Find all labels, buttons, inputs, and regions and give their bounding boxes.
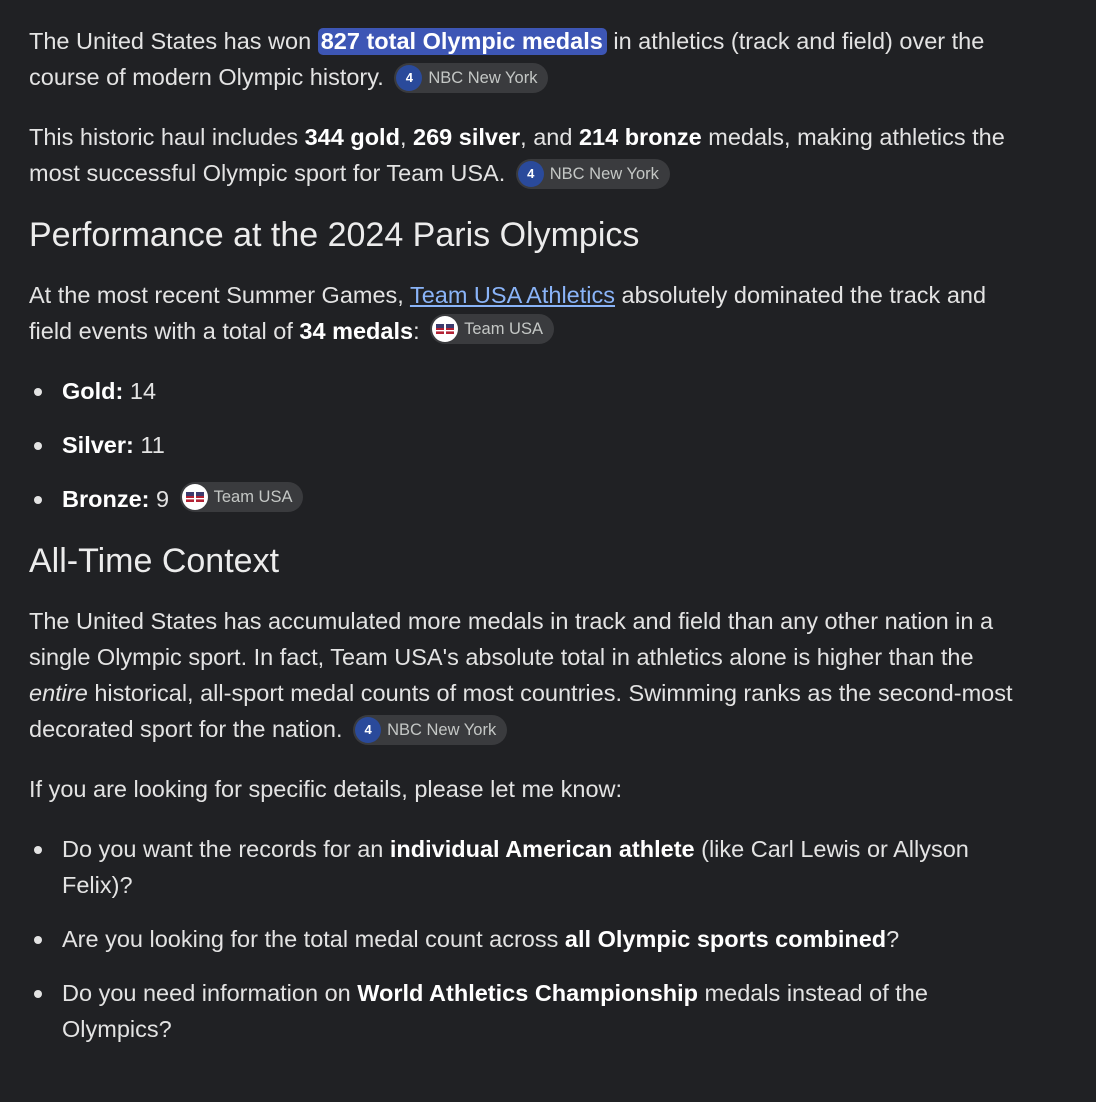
highlighted-total: 827 total Olympic medals bbox=[318, 28, 607, 55]
source-chip-nbc[interactable]: 4 NBC New York bbox=[394, 63, 548, 93]
source-chip-nbc[interactable]: 4 NBC New York bbox=[516, 159, 670, 189]
list-item: Silver: 11 bbox=[29, 427, 1029, 463]
team-usa-logo-icon bbox=[432, 316, 458, 342]
followup-question-list bbox=[29, 831, 1029, 1047]
paragraph-context: The United States has accumulated more medals in track and field than any other nation in a single Olympic sport. In fact, Team USA's absolute total in athletics alone is higher than the entire historical, all-sport medal counts of most countries. Swimming ranks as the second-most decorated sport for the nation. 4 NBC New York bbox=[29, 603, 1029, 747]
source-chip-nbc[interactable]: 4 NBC New York bbox=[353, 715, 507, 745]
source-chip-team-usa[interactable]: Team USA bbox=[430, 314, 554, 344]
team-usa-athletics-link[interactable]: Team USA Athletics bbox=[409, 282, 616, 308]
list-item: Gold: 14 bbox=[29, 373, 1029, 409]
heading-paris-2024: Performance at the 2024 Paris Olympics bbox=[29, 216, 640, 254]
list-item: Do you want the records for an individual American athlete (like Carl Lewis or Allyson Felix)? bbox=[29, 831, 1029, 903]
paragraph-paris: At the most recent Summer Games, Team USA Athletics absolutely dominated the track and field events with a total of 34 medals: Team USA bbox=[29, 282, 987, 344]
paragraph-total-medals: The United States has won 827 total Olympic medals in athletics (track and field) over the course of modern Olympic history. 4 NBC New York bbox=[29, 23, 1029, 95]
list-item: Bronze: 9 Team USA bbox=[29, 481, 1029, 517]
list-item: Are you looking for the total medal count across all Olympic sports combined? bbox=[29, 921, 1029, 957]
heading-all-time-context: All-Time Context bbox=[29, 542, 280, 580]
nbc-4-peacock-icon: 4 bbox=[396, 65, 422, 91]
team-usa-logo-icon bbox=[182, 484, 208, 510]
list-item: Do you need information on World Athletics Championship medals instead of the Olympics? bbox=[29, 975, 1029, 1047]
nbc-4-peacock-icon: 4 bbox=[518, 161, 544, 187]
paragraph-followup: If you are looking for specific details, please let me know: bbox=[29, 776, 623, 802]
source-chip-team-usa[interactable]: Team USA bbox=[180, 482, 304, 512]
paragraph-medal-breakdown: This historic haul includes 344 gold, 269 silver, and 214 bronze medals, making athletics the most successful Olympic sport for Team USA. 4 NBC New York bbox=[29, 119, 1029, 191]
medal-list bbox=[29, 373, 1029, 517]
nbc-4-peacock-icon: 4 bbox=[355, 717, 381, 743]
